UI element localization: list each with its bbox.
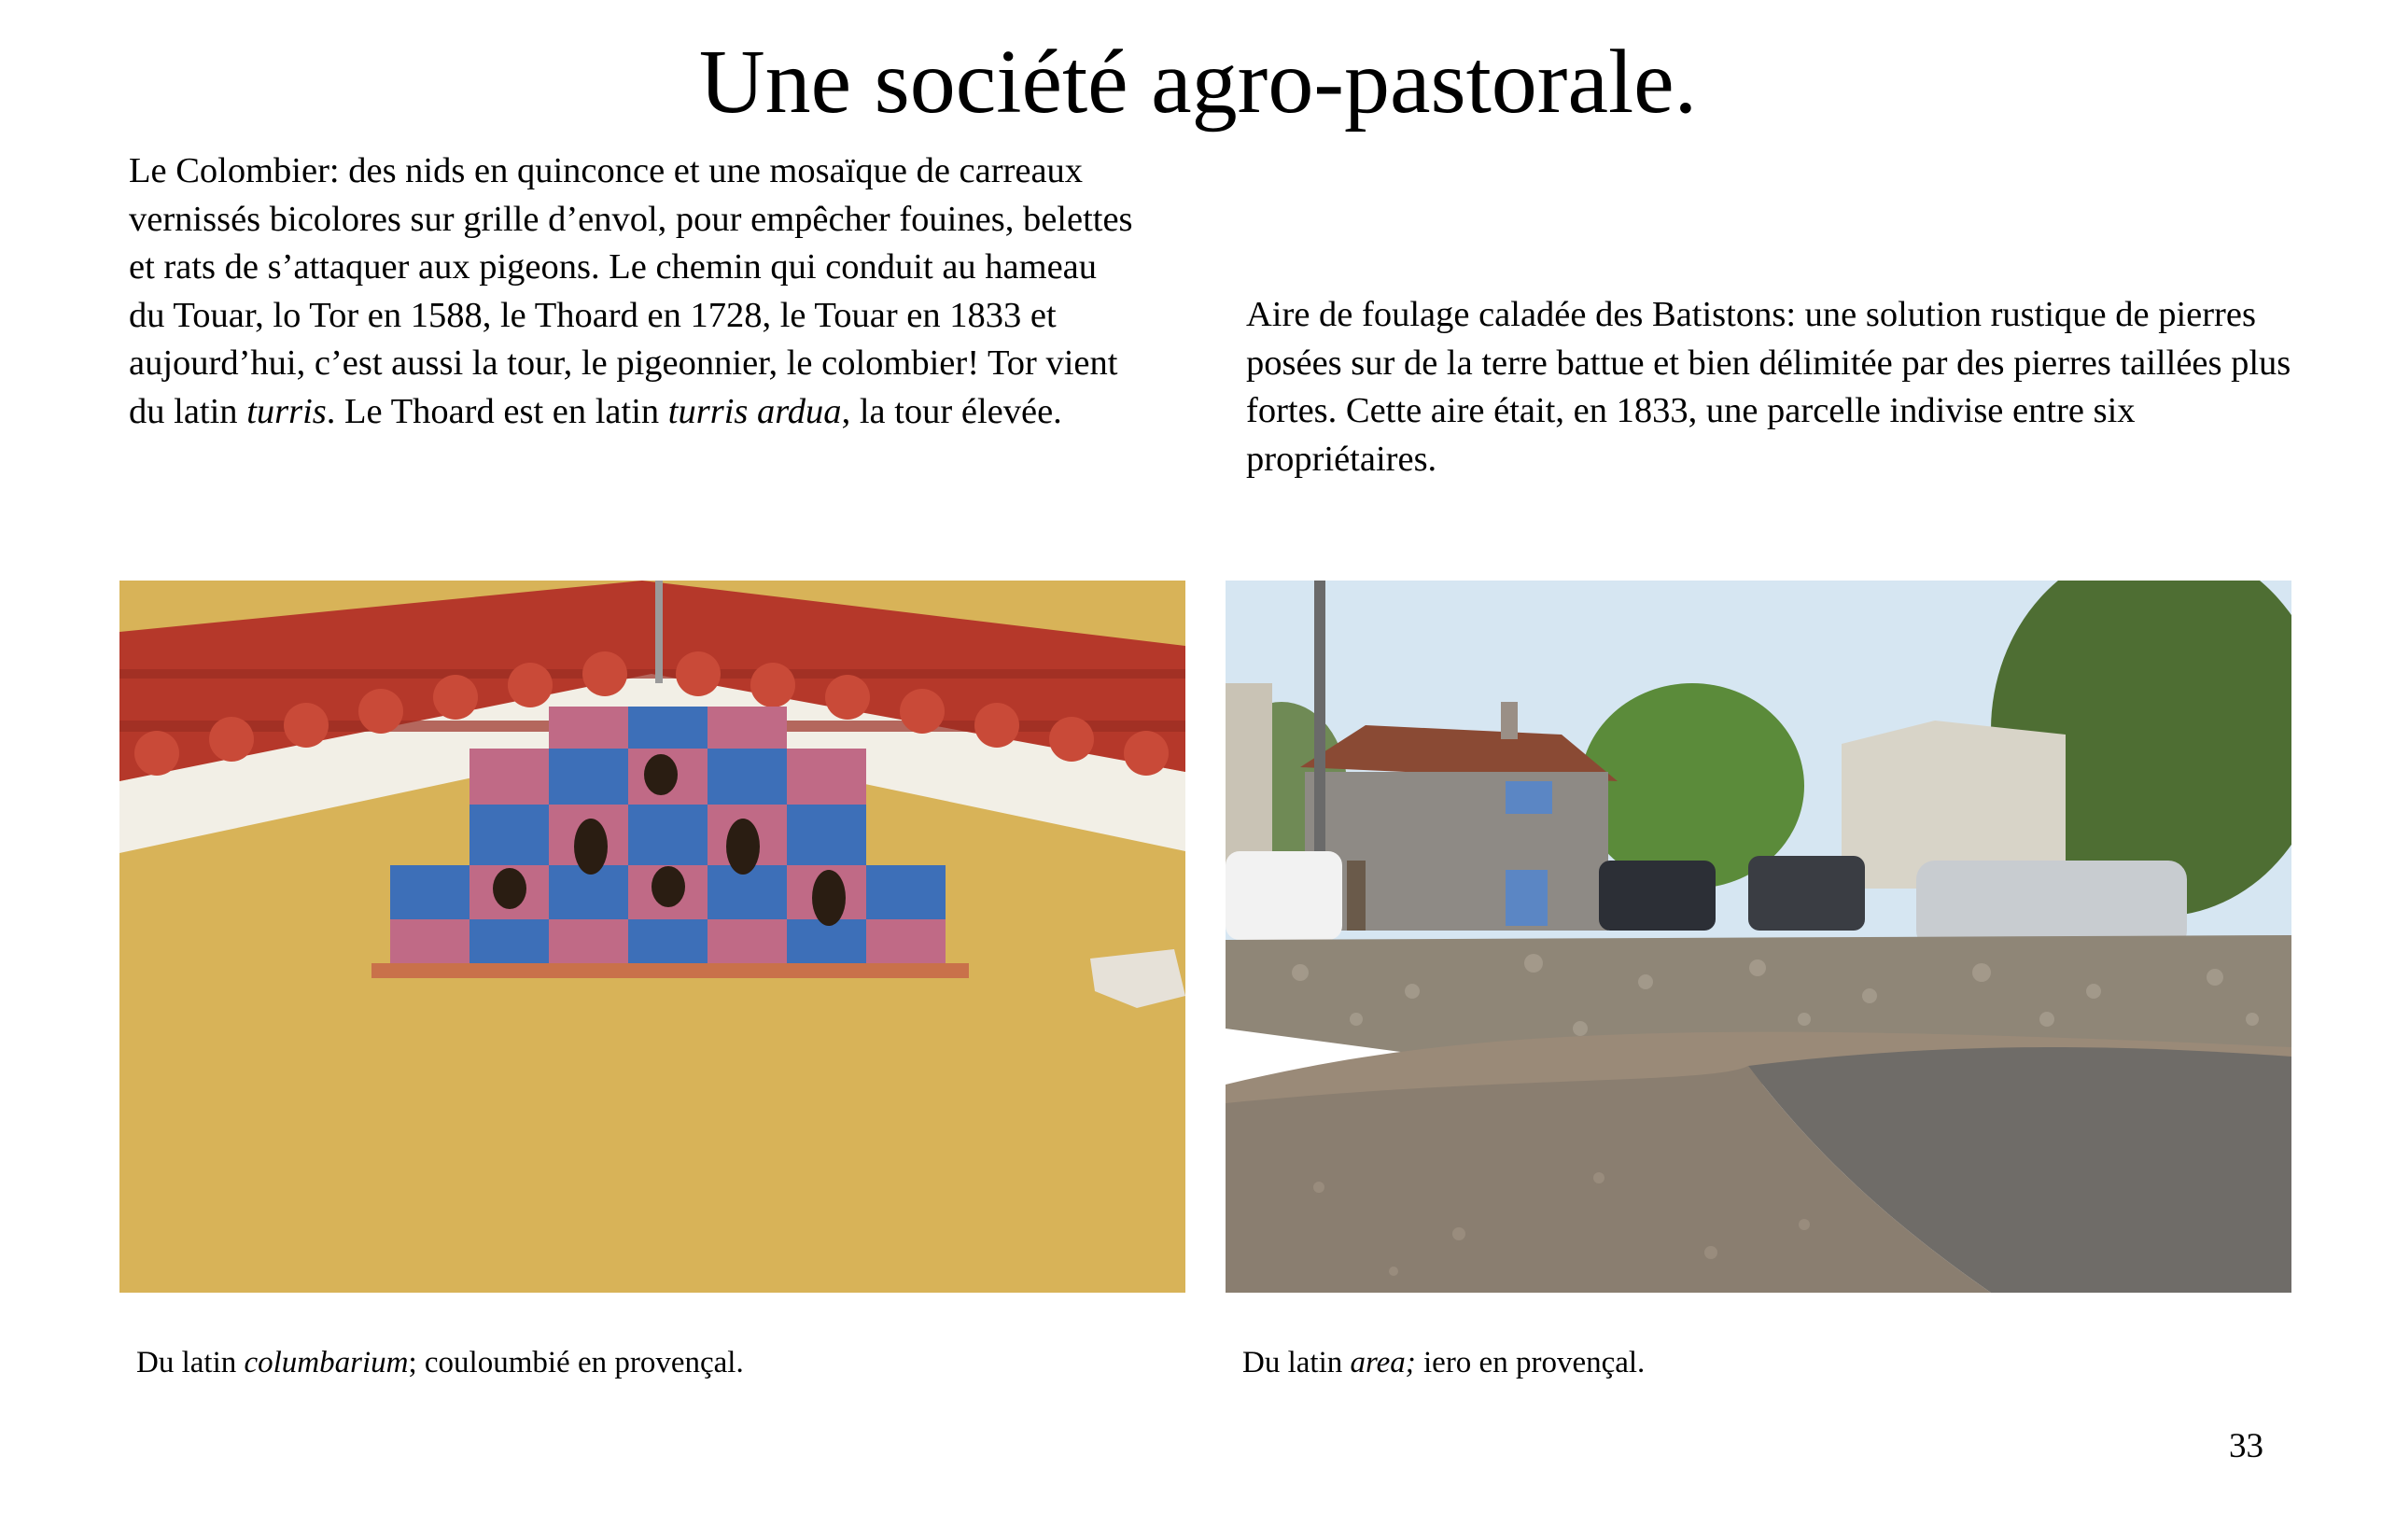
aire-caption [1242, 1344, 1645, 1381]
colombier-text-1: Le Colombier: des nids en quinconce et une mosaïque de carreaux vernissés bicolores sur grille d’envol, pour empêcher fouines, belettes et rats de s’attaquer aux pigeons. Le chemin qui conduit au hameau du Touar, lo Tor en 1588, le Thoard en 1728, le Touar en 1833 et aujourd’hui, c’est aussi la tour, le pigeonnier, le colombier! Tor vient du latin [129, 151, 1133, 431]
aire-de-foulage-photo-illustration [1226, 581, 2291, 1293]
aire-caption-text-1: Du latin [1242, 1346, 1351, 1379]
page-number: 33 [2229, 1427, 2263, 1465]
colombier-photo [119, 581, 1185, 1293]
colombier-text-2: . Le Thoard est en latin [326, 391, 668, 431]
colombier-caption-text-2: ; couloumbié en provençal. [408, 1346, 744, 1379]
aire-caption-text-2: iero en provençal. [1415, 1346, 1646, 1379]
colombier-caption-latin: columbarium [244, 1346, 409, 1379]
colombier-caption [136, 1344, 744, 1381]
colombier-latin-turris-ardua: turris ardua [667, 391, 842, 431]
colombier-paragraph [129, 147, 1137, 436]
aire-de-foulage-paragraph: Aire de foulage caladée des Batistons: une solution rustique de pierres posées sur de la terre battue et bien délimitée par des pierres taillées plus fortes. Cette aire était, en 1833, une parcelle indivise entre six propriétaires. [1246, 295, 2291, 479]
colombier-latin-turris: turris [246, 391, 327, 431]
aire-caption-latin: area; [1350, 1346, 1416, 1379]
colombier-photo-illustration [119, 581, 1185, 1293]
colombier-caption-text-1: Du latin [136, 1346, 245, 1379]
page-title: Une société agro-pastorale. [698, 32, 1698, 133]
colombier-text-3: , la tour élevée. [841, 391, 1062, 431]
aire-de-foulage-photo [1226, 581, 2291, 1293]
